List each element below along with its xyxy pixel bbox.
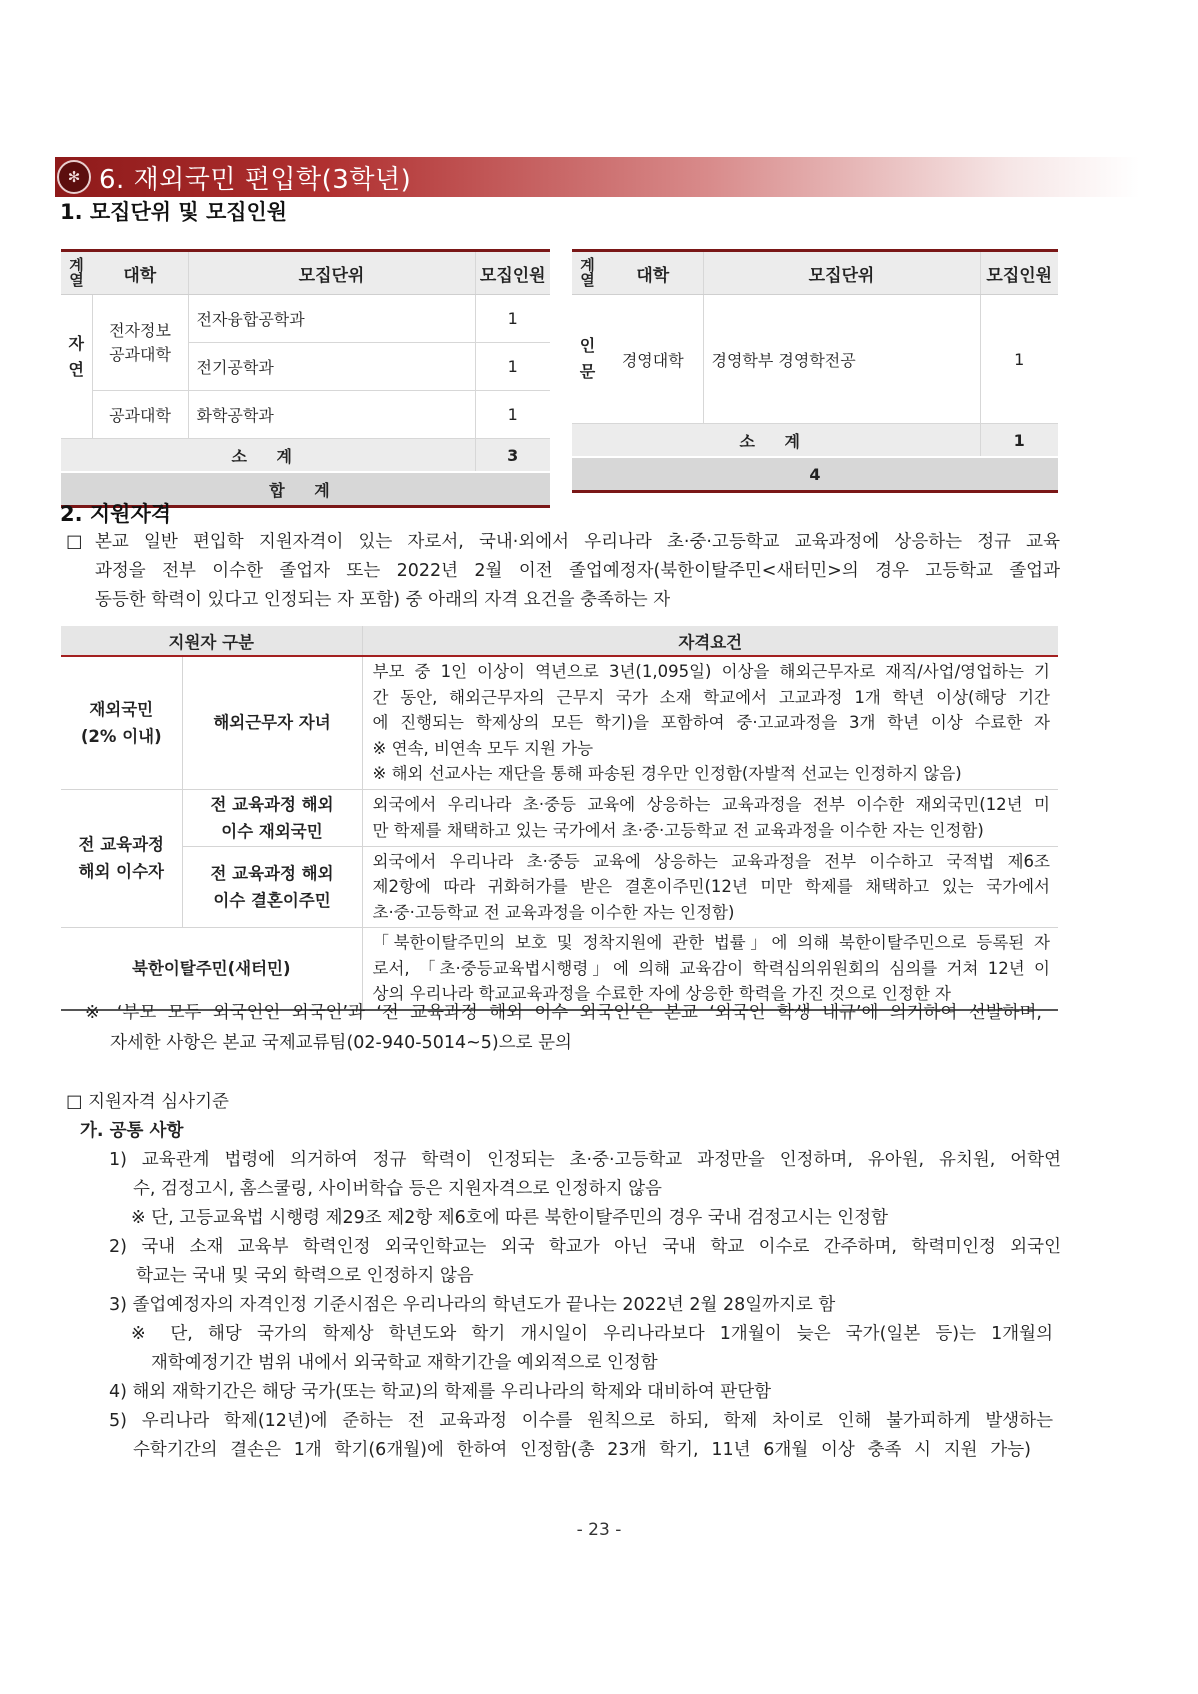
count-cell: 1 bbox=[475, 295, 550, 343]
table-row bbox=[61, 295, 550, 343]
item-1-line-2: 수, 검정고시, 홈스쿨링, 사이버학습 등은 지원자격으로 인정하지 않음 bbox=[133, 1179, 662, 1199]
subcategory-overseas-korean: 전 교육과정 해외 이수 재외국민 bbox=[182, 789, 362, 846]
field-cell: 인 문 bbox=[572, 295, 603, 424]
qualification-table bbox=[61, 626, 1058, 1011]
unit-cell: 전자융합공학과 bbox=[188, 295, 475, 343]
table-row bbox=[61, 656, 1058, 789]
section-banner bbox=[55, 157, 1140, 197]
requirement-line: 「북한이탈주민의 보호 및 정착지원에 관한 법률」에 의해 북한이탈주민으로 등록된 자 bbox=[372, 933, 1050, 952]
requirement-cell bbox=[362, 846, 1058, 928]
college-cell: 전자정보 공과대학 bbox=[92, 295, 188, 391]
item-2-line-2: 학교는 국내 및 국외 학력으로 인정하지 않음 bbox=[136, 1266, 474, 1286]
header-field: 계 열 bbox=[572, 251, 603, 295]
college-cell: 공과대학 bbox=[92, 391, 188, 439]
count-cell: 1 bbox=[475, 343, 550, 391]
requirement-line: 에 진행되는 학제상의 모든 학기)을 포함하여 중·고교과정을 3개 학년 이상 수료한 자 bbox=[372, 713, 1050, 732]
recruitment-table-right bbox=[572, 249, 1058, 493]
category-north-korean-defector: 북한이탈주민(새터민) bbox=[61, 928, 362, 1010]
requirement-line: 간 동안, 해외근무자의 근무지 국가 소재 학교에서 고교과정 1개 학년 이상(해당 기간 bbox=[372, 687, 1050, 707]
item-1-line-1: 1) 교육관계 법령에 의거하여 정규 학력이 인정되는 초·중·고등학교 과정만을 인정하며, 유아원, 유치원, 어학연 bbox=[109, 1150, 1061, 1170]
requirement-line: 부모 중 1인 이상이 역년으로 3년(1,095일) 이상을 해외근무자로 재직/사업/영업하는 기 bbox=[372, 662, 1050, 681]
criteria-title: □ 지원자격 심사기준 bbox=[66, 1092, 229, 1112]
category-overseas-korean: 재외국민 (2% 이내) bbox=[61, 656, 182, 789]
subcategory-marriage-migrant: 전 교육과정 해외 이수 결혼이주민 bbox=[182, 846, 362, 928]
field-cell: 자 연 bbox=[61, 295, 92, 439]
requirement-line: ※ 해외 선교사는 재단을 통해 파송된 경우만 인정함(자발적 선교는 인정하지 않음) bbox=[372, 764, 962, 783]
requirement-line: 제2항에 따라 귀화허가를 받은 결혼이주민(12년 미만 학제를 채택하고 있는 국가에서 bbox=[372, 877, 1050, 896]
common-title: 가. 공통 사항 bbox=[80, 1121, 184, 1141]
requirement-cell bbox=[362, 928, 1058, 1010]
category-full-overseas: 전 교육과정 해외 이수자 bbox=[61, 789, 182, 928]
item-5-line-1: 5) 우리나라 학제(12년)에 준하는 전 교육과정 이수를 원칙으로 하되, 학제 차이로 인해 불가피하게 발생하는 bbox=[109, 1411, 1053, 1431]
header-unit: 모집단위 bbox=[188, 251, 475, 295]
item-5-line-2: 수학기간의 결손은 1개 학기(6개월)에 한하여 인정함(총 23개 학기, 11년 6개월 이상 충족 시 지원 가능) bbox=[133, 1440, 1031, 1460]
page-number: - 23 - bbox=[576, 1520, 622, 1540]
subtotal-row bbox=[572, 424, 1058, 458]
university-seal-icon: ✻ bbox=[57, 160, 91, 194]
intro-line-1: 본교 일반 편입학 지원자격이 있는 자로서, 국내·외에서 우리나라 초·중·고등학교 교육과정에 상응하는 정규 교육 bbox=[95, 532, 1060, 552]
subcategory-overseas-worker-child: 해외근무자 자녀 bbox=[182, 656, 362, 789]
item-3-line-1: 3) 졸업예정자의 자격인정 기준시점은 우리나라의 학년도가 끝나는 2022년 2월 28일까지로 함 bbox=[109, 1295, 836, 1315]
checkbox-bullet: □ bbox=[66, 532, 83, 552]
subtotal-value: 1 bbox=[980, 424, 1058, 458]
count-cell: 1 bbox=[475, 391, 550, 439]
table-header-row bbox=[61, 251, 550, 295]
note-line-2: 자세한 사항은 본교 국제교류팀(02-940-5014~5)으로 문의 bbox=[110, 1033, 572, 1053]
total-label: 합 계 bbox=[61, 472, 550, 507]
item-3-note-line-1: ※ 단, 해당 국가의 학제상 학년도와 학기 개시일이 우리나라보다 1개월이 늦은 국가(일본 등)는 1개월의 bbox=[131, 1324, 1053, 1344]
header-requirements: 자격요건 bbox=[362, 626, 1058, 656]
item-2-line-1: 2) 국내 소재 교육부 학력인정 외국인학교는 외국 학교가 아닌 국내 학교 이수로 간주하며, 학력미인정 외국인 bbox=[109, 1237, 1061, 1257]
requirement-line: 외국에서 우리나라 초·중등 교육에 상응하는 교육과정을 전부 이수한 재외국민(12년 미 bbox=[372, 795, 1050, 814]
requirement-line: 만 학제를 채택하고 있는 국가에서 초·중·고등학교 전 교육과정을 이수한 자는 인정함) bbox=[372, 820, 984, 840]
section2-heading: 2. 지원자격 bbox=[60, 502, 172, 526]
requirement-cell bbox=[362, 789, 1058, 846]
recruitment-table-left bbox=[61, 249, 550, 508]
item-3-note-line-2: 재학예정기간 범위 내에서 외국학교 재학기간을 예외적으로 인정함 bbox=[151, 1353, 658, 1373]
subtotal-label: 소 계 bbox=[572, 424, 980, 458]
requirement-line: 상의 우리나라 학교교육과정을 수료한 자에 상응한 학력을 가진 것으로 인정한 자 bbox=[372, 984, 951, 1003]
header-field: 계 열 bbox=[61, 251, 92, 295]
header-count: 모집인원 bbox=[475, 251, 550, 295]
total-row bbox=[572, 457, 1058, 492]
requirement-line: 로서, 「초·중등교육법시행령」에 의해 교육감이 학력심의위원회의 심의를 거쳐 12년 이 bbox=[372, 958, 1050, 978]
item-1-note: ※ 단, 고등교육법 시행령 제29조 제2항 제6호에 따른 북한이탈주민의 경우 국내 검정고시는 인정함 bbox=[131, 1208, 888, 1228]
header-college: 대학 bbox=[92, 251, 188, 295]
requirement-cell bbox=[362, 656, 1058, 789]
table-row bbox=[61, 391, 550, 439]
qualification-header-row bbox=[61, 626, 1058, 656]
subtotal-value: 3 bbox=[475, 439, 550, 473]
requirement-line: 외국에서 우리나라 초·중등 교육에 상응하는 교육과정을 전부 이수하고 국적법 제6조 bbox=[372, 851, 1050, 871]
item-4-line-1: 4) 해외 재학기간은 해당 국가(또는 학교)의 학제를 우리나라의 학제와 대비하여 판단함 bbox=[109, 1382, 772, 1402]
subtotal-label: 소 계 bbox=[61, 439, 475, 473]
table-header-row bbox=[572, 251, 1058, 295]
unit-cell: 전기공학과 bbox=[188, 343, 475, 391]
requirement-line: 초·중·고등학교 전 교육과정을 이수한 자는 인정함) bbox=[372, 902, 735, 922]
table-row bbox=[61, 789, 1058, 846]
table-row bbox=[61, 846, 1058, 928]
college-cell: 경영대학 bbox=[603, 295, 703, 424]
table-row bbox=[61, 928, 1058, 1010]
intro-line-2: 과정을 전부 이수한 졸업자 또는 2022년 2월 이전 졸업예정자(북한이탈주민<새터민>의 경우 고등학교 졸업과 bbox=[95, 561, 1060, 581]
header-applicant-type: 지원자 구분 bbox=[61, 626, 362, 656]
banner-title: 6. 재외국민 편입학(3학년) bbox=[99, 164, 412, 195]
unit-cell: 화학공학과 bbox=[188, 391, 475, 439]
subtotal-row bbox=[61, 439, 550, 473]
requirement-line: ※ 연속, 비연속 모두 지원 가능 bbox=[372, 738, 594, 758]
header-count: 모집인원 bbox=[980, 251, 1058, 295]
header-unit: 모집단위 bbox=[703, 251, 980, 295]
count-cell: 1 bbox=[980, 295, 1058, 424]
intro-line-3: 동등한 학력이 있다고 인정되는 자 포함) 중 아래의 자격 요건을 충족하는 자 bbox=[95, 590, 671, 610]
table-row bbox=[572, 295, 1058, 424]
note-line-1: ※ ‘부모 모두 외국인인 외국인’과 ‘전 교육과정 해외 이수 외국인’은 본교 ‘외국인 학생 내규’에 의거하여 선발하며, bbox=[85, 1003, 1042, 1023]
unit-cell: 경영학부 경영학전공 bbox=[703, 295, 980, 424]
total-value: 4 bbox=[572, 457, 1058, 492]
header-college: 대학 bbox=[603, 251, 703, 295]
section1-heading: 1. 모집단위 및 모집인원 bbox=[60, 200, 288, 224]
